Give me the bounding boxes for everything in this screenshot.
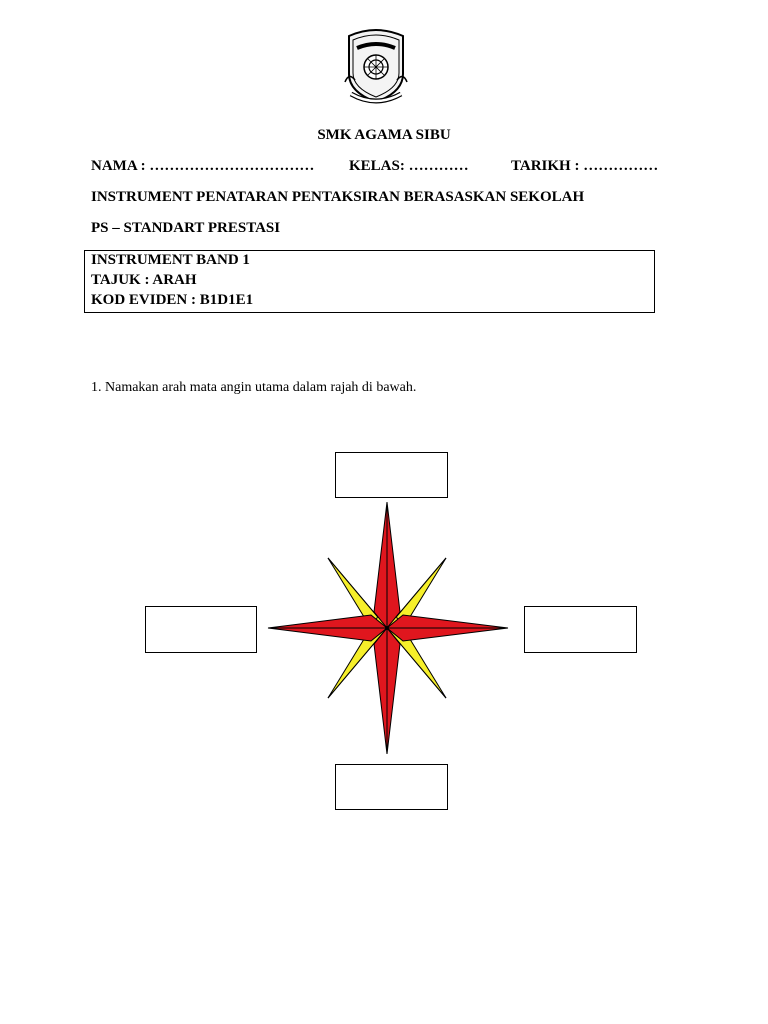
band-label: INSTRUMENT BAND 1 <box>91 252 250 268</box>
tarikh-field: TARIKH : …………… <box>511 158 659 174</box>
compass-rose-icon <box>262 500 512 756</box>
ps-line: PS – STANDART PRESTASI <box>91 220 281 236</box>
answer-box-north[interactable] <box>335 452 448 498</box>
school-name: SMK AGAMA SIBU <box>317 127 451 143</box>
kelas-field: KELAS: ………… <box>349 158 469 174</box>
instrument-title: INSTRUMENT PENATARAN PENTAKSIRAN BERASASKAN SEKOLAH <box>91 189 585 205</box>
instrument-info-box <box>84 250 655 313</box>
school-crest-icon <box>341 22 411 110</box>
answer-box-west[interactable] <box>145 606 257 653</box>
kod-eviden-label: KOD EVIDEN : B1D1E1 <box>91 292 254 308</box>
nama-field: NAMA : …………………………… <box>91 158 315 174</box>
tajuk-label: TAJUK : ARAH <box>91 272 197 288</box>
question-text: 1. Namakan arah mata angin utama dalam rajah di bawah. <box>91 380 417 395</box>
answer-box-east[interactable] <box>524 606 637 653</box>
answer-box-south[interactable] <box>335 764 448 810</box>
